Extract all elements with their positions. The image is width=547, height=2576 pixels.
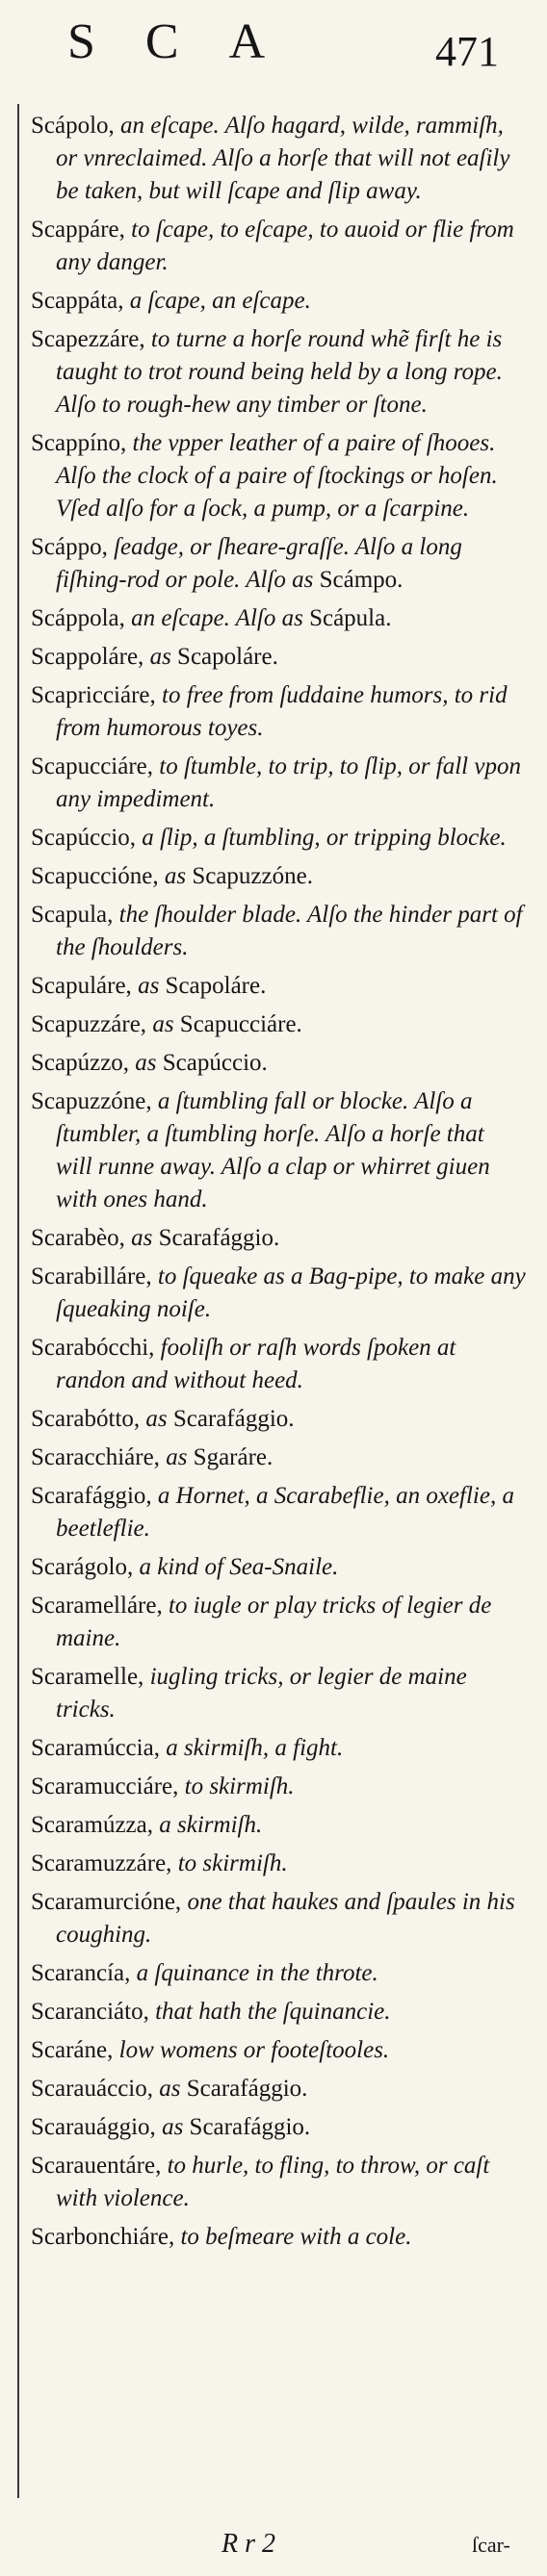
page-header	[0, 0, 547, 96]
entry-headword: Scappoláre,	[31, 644, 144, 670]
entry-cross-reference: Scapúccio.	[156, 1050, 268, 1076]
entry-headword: Scarauentáre,	[31, 2153, 162, 2179]
entry-headword: Scaracchiáre,	[31, 1444, 160, 1470]
entry-definition: a ſquinance in the throte.	[130, 1960, 378, 1986]
entry-headword: Scaráne,	[31, 2037, 114, 2063]
entry-cross-reference: Scapucciáre.	[173, 1011, 302, 1037]
dictionary-entry	[31, 1551, 526, 1584]
entry-headword: Scarauággio,	[31, 2114, 156, 2140]
entry-headword: Scappáre,	[31, 217, 125, 242]
entry-definition: to ſqueake as a Bag-pipe, to make any ſqueaking noiſe.	[56, 1263, 526, 1322]
entry-cross-reference: Scapoláre.	[159, 973, 267, 999]
entry-headword: Scáppola,	[31, 605, 125, 631]
dictionary-entry	[31, 2034, 526, 2067]
entry-definition: a ſlip, a ſtumbling, or tripping blocke.	[135, 825, 507, 851]
entry-definition: a skirmiſh, a fight.	[159, 1735, 344, 1761]
entry-definition: to skirmiſh.	[171, 1850, 288, 1876]
entry-definition: as	[159, 1444, 188, 1470]
entry-definition: to skirmiſh.	[178, 1773, 295, 1799]
entry-headword: Scaranciáto,	[31, 1999, 149, 2025]
entry-cross-reference: Scapoláre.	[170, 644, 278, 670]
entry-headword: Scarauáccio,	[31, 2076, 154, 2102]
entry-headword: Scarbonchiáre,	[31, 2224, 175, 2250]
entry-definition: to hurle, to fling, to throw, or caſt with violence.	[56, 2153, 490, 2211]
entry-cross-reference: Scarafággio.	[167, 1406, 295, 1432]
entry-headword: Scaramucciáre,	[31, 1773, 179, 1799]
entry-headword: Scapuzzáre,	[31, 1011, 147, 1037]
entry-headword: Scápolo,	[31, 113, 115, 139]
dictionary-entry	[31, 1957, 526, 1990]
dictionary-entry	[31, 641, 526, 674]
entry-headword: Scaramelláre,	[31, 1593, 163, 1619]
entry-definition: ſeadge, or ſheare-graſſe. Alſo a long fiſhing-rod or pole. Alſo as	[56, 534, 462, 593]
entry-headword: Scaramúccia,	[31, 1735, 160, 1761]
dictionary-entry	[31, 323, 526, 421]
entry-definition: as	[129, 1050, 157, 1076]
entry-headword: Scapuláre,	[31, 973, 132, 999]
entry-definition: as	[158, 863, 187, 889]
dictionary-entry	[31, 602, 526, 635]
entry-definition: to free from ſuddaine humors, to rid from humorous toyes.	[56, 682, 508, 741]
page-number: 471	[435, 28, 499, 75]
dictionary-entry	[31, 1661, 526, 1726]
entry-headword: Scaramurcióne,	[31, 1889, 182, 1915]
dictionary-entry	[31, 2150, 526, 2215]
dictionary-entry	[31, 1732, 526, 1765]
entry-headword: Scapuccióne,	[31, 863, 159, 889]
dictionary-entry	[31, 970, 526, 1003]
dictionary-entry	[31, 110, 526, 208]
entry-cross-reference: Scapuzzóne.	[186, 863, 313, 889]
entry-headword: Scappáta,	[31, 288, 124, 314]
entry-headword: Scarabèo,	[31, 1225, 125, 1251]
entry-headword: Scapuzzóne,	[31, 1088, 152, 1114]
entry-definition: as	[155, 2114, 184, 2140]
entry-definition: as	[140, 1406, 168, 1432]
dictionary-entry	[31, 1008, 526, 1041]
entry-headword: Scarágolo,	[31, 1554, 134, 1580]
entry-definition: an eſcape. Alſo as	[124, 605, 303, 631]
running-head: SCA	[67, 14, 316, 69]
dictionary-entry	[31, 1590, 526, 1655]
dictionary-entry	[31, 2073, 526, 2105]
entry-headword: Scaramúzza,	[31, 1812, 154, 1838]
entry-headword: Scarancía,	[31, 1960, 131, 1986]
column-rule	[17, 104, 19, 2498]
dictionary-entry	[31, 1261, 526, 1326]
dictionary-entry	[31, 1480, 526, 1545]
entry-definition: as	[131, 973, 160, 999]
dictionary-entry	[31, 1441, 526, 1474]
entry-headword: Scarabilláre,	[31, 1263, 152, 1289]
entry-definition: iugling tricks, or legier de maine tricks.	[56, 1664, 467, 1722]
entry-definition: the vpper leather of a paire of ſhooes. Alſo the clock of a paire of ſtockings or hoſen. Vſed alſo for a ſock, a pump, or a ſcarpine.	[56, 430, 498, 522]
dictionary-entry	[31, 1047, 526, 1080]
dictionary-entry	[31, 679, 526, 745]
signature-mark: R r 2	[221, 2529, 275, 2559]
entry-definition: as	[143, 644, 171, 670]
entry-headword: Scarabócchi,	[31, 1335, 155, 1361]
dictionary-entry	[31, 899, 526, 964]
dictionary-entry	[31, 1403, 526, 1436]
entry-headword: Scapula,	[31, 902, 114, 928]
entry-definition: to iugle or play tricks of legier de maine.	[56, 1593, 492, 1651]
entry-headword: Scaramuzzáre,	[31, 1850, 172, 1876]
entry-definition: to turne a horſe round whẽ firſt he is taught to trot round being held by a long rope. Alſo to rough-hew any timber or ſtone.	[56, 326, 503, 418]
dictionary-entry	[31, 1332, 526, 1397]
dictionary-entry	[31, 214, 526, 279]
entry-definition: as	[146, 1011, 174, 1037]
entry-headword: Scarabótto,	[31, 1406, 141, 1432]
dictionary-entry	[31, 531, 526, 597]
dictionary-entry	[31, 860, 526, 893]
dictionary-entry	[31, 822, 526, 854]
dictionary-entry	[31, 1222, 526, 1255]
dictionary-entry	[31, 751, 526, 816]
entry-headword: Scapúccio,	[31, 825, 136, 851]
entry-definition: a ſcape, an eſcape.	[123, 288, 311, 314]
entry-cross-reference: Scarafággio.	[183, 2114, 311, 2140]
entry-definition: a Hornet, a Scarabeflie, an oxeflie, a beetleflie.	[56, 1483, 514, 1542]
entry-definition: a kind of Sea-Snaile.	[133, 1554, 339, 1580]
entry-headword: Scáppo,	[31, 534, 108, 560]
entry-definition: to beſmeare with a cole.	[174, 2224, 412, 2250]
entry-headword: Scapucciáre,	[31, 753, 154, 779]
entry-cross-reference: Scámpo.	[313, 567, 404, 593]
entry-headword: Scarafággio,	[31, 1483, 152, 1509]
entry-cross-reference: Scápula.	[302, 605, 392, 631]
entry-definition: the ſhoulder blade. Alſo the hinder part of the ſhoulders.	[56, 902, 523, 960]
entry-definition: a skirmiſh.	[153, 1812, 263, 1838]
entry-headword: Scappíno,	[31, 430, 127, 456]
entry-definition: to ſcape, to eſcape, to auoid or flie from any danger.	[56, 217, 514, 275]
entry-headword: Scapezzáre,	[31, 326, 145, 352]
dictionary-entry	[31, 285, 526, 318]
dictionary-entry	[31, 1085, 526, 1216]
dictionary-entry	[31, 1996, 526, 2028]
dictionary-entry	[31, 2221, 526, 2254]
entry-cross-reference: Scarafággio.	[180, 2076, 308, 2102]
entry-cross-reference: Scarafággio.	[152, 1225, 280, 1251]
entry-cross-reference: Sgaráre.	[187, 1444, 274, 1470]
catchword: ſcar-	[472, 2533, 510, 2557]
entry-headword: Scapricciáre,	[31, 682, 156, 708]
entry-definition: low womens or footeſtooles.	[113, 2037, 390, 2063]
entry-definition: as	[124, 1225, 153, 1251]
dictionary-entry	[31, 1886, 526, 1951]
entry-definition: one that haukes and ſpaules in his coughing.	[56, 1889, 515, 1948]
entry-definition: fooliſh or raſh words ſpoken at randon and without heed.	[56, 1335, 456, 1393]
entry-definition: that hath the ſquinancie.	[148, 1999, 391, 2025]
dictionary-entry	[31, 1771, 526, 1803]
entry-definition: an eſcape. Alſo hagard, wilde, rammiſh, or vnreclaimed. Alſo a horſe that will not eaſily be taken, but will ſcape and ſlip away.	[56, 113, 510, 204]
entry-definition: a ſtumbling fall or blocke. Alſo a ſtumbler, a ſtumbling horſe. Alſo a horſe that will runne away. Alſo a clap or whirret giuen with ones hand.	[56, 1088, 490, 1212]
entry-list	[31, 110, 526, 2259]
dictionary-entry	[31, 1809, 526, 1842]
dictionary-entry	[31, 427, 526, 525]
entry-headword: Scaramelle,	[31, 1664, 144, 1690]
entry-headword: Scapúzzo,	[31, 1050, 130, 1076]
entry-definition: to ſtumble, to trip, to ſlip, or fall vpon any impediment.	[56, 753, 521, 812]
dictionary-entry	[31, 2111, 526, 2144]
entry-definition: as	[153, 2076, 181, 2102]
dictionary-entry	[31, 1848, 526, 1880]
